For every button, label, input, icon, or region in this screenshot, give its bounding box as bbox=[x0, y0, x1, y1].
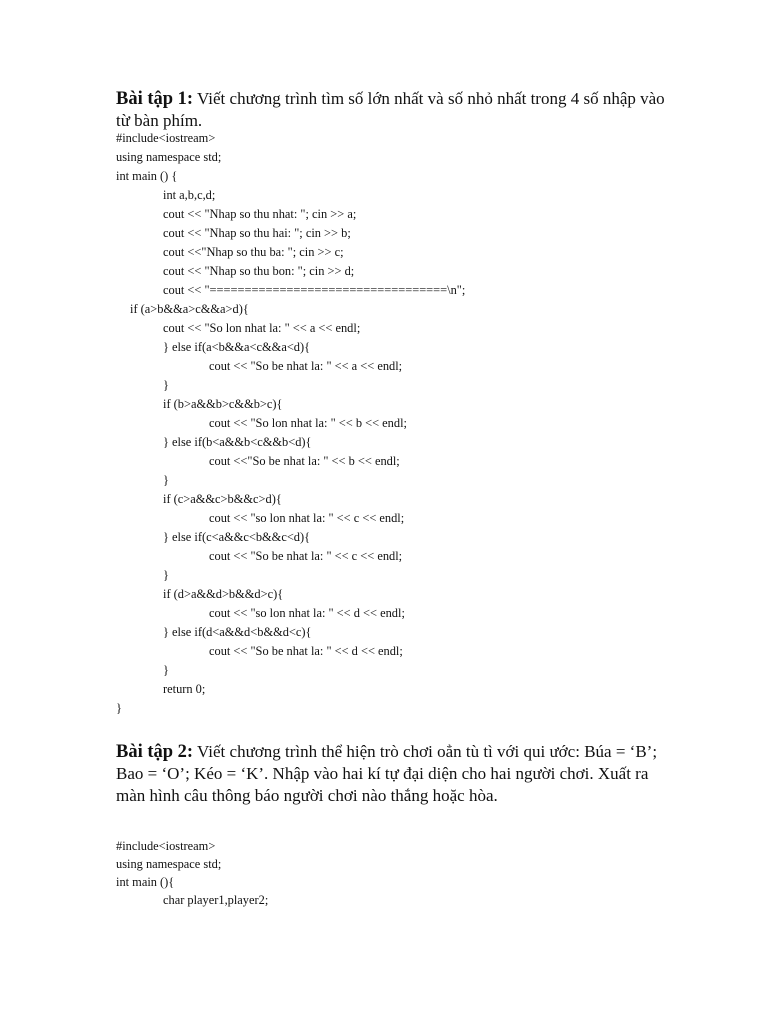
code-line: } bbox=[163, 378, 169, 392]
exercise-2-heading bbox=[116, 741, 676, 807]
code-line: using namespace std; bbox=[116, 857, 222, 871]
code-line: } bbox=[116, 701, 122, 715]
code-line: #include<iostream> bbox=[116, 131, 216, 145]
code-line: int main () { bbox=[116, 169, 178, 183]
code-line: char player1,player2; bbox=[163, 893, 269, 907]
code-line: #include<iostream> bbox=[116, 839, 216, 853]
code-line: } bbox=[163, 473, 169, 487]
exercise-1-label: Bài tập 1: bbox=[116, 89, 194, 109]
code-line: cout <<"So be nhat la: " << b << endl; bbox=[209, 454, 400, 468]
code-line: if (b>a&&b>c&&b>c){ bbox=[163, 397, 283, 411]
code-line: cout << "So be nhat la: " << d << endl; bbox=[209, 644, 403, 658]
code-line: if (d>a&&d>b&&d>c){ bbox=[163, 587, 284, 601]
exercise-1-description: Viết chương trình tìm số lớn nhất và số nhỏ nhất trong 4 số nhập vào từ bàn phím. bbox=[116, 89, 665, 130]
code-line: cout <<"Nhap so thu ba: "; cin >> c; bbox=[163, 245, 344, 259]
code-line: cout << "So lon nhat la: " << a << endl; bbox=[163, 321, 361, 335]
code-line: if (c>a&&c>b&&c>d){ bbox=[163, 492, 282, 506]
code-line: cout << "Nhap so thu nhat: "; cin >> a; bbox=[163, 207, 357, 221]
code-line: cout << "So be nhat la: " << a << endl; bbox=[209, 359, 403, 373]
code-line: cout << "So lon nhat la: " << b << endl; bbox=[209, 416, 407, 430]
code-line: cout << "so lon nhat la: " << c << endl; bbox=[209, 511, 405, 525]
code-line: } bbox=[163, 663, 169, 677]
exercise-2-label: Bài tập 2: bbox=[116, 742, 194, 762]
exercise-2-description: Viết chương trình thể hiện trò chơi oẳn tù tì với qui ước: Búa = ‘B’; Bao = ‘O’; Kéo = ‘K’. Nhập vào hai kí tự đại diện cho hai người chơi. Xuất ra màn hình câu thông báo người chơi nào thắng hoặc hòa. bbox=[116, 742, 658, 805]
code-line: cout << "Nhap so thu hai: "; cin >> b; bbox=[163, 226, 351, 240]
code-line: } else if(b<a&&b<c&&b<d){ bbox=[163, 435, 312, 449]
code-line: } else if(d<a&&d<b&&d<c){ bbox=[163, 625, 312, 639]
code-line: return 0; bbox=[163, 682, 206, 696]
code-line: } else if(c<a&&c<b&&c<d){ bbox=[163, 530, 311, 544]
code-line: using namespace std; bbox=[116, 150, 222, 164]
code-line: int main (){ bbox=[116, 875, 175, 889]
code-line: cout << "so lon nhat la: " << d << endl; bbox=[209, 606, 405, 620]
code-line: if (a>b&&a>c&&a>d){ bbox=[130, 302, 249, 316]
code-line: int a,b,c,d; bbox=[163, 188, 216, 202]
code-line: cout << "==================================\n"; bbox=[163, 283, 466, 297]
code-line: } bbox=[163, 568, 169, 582]
exercise-1-heading bbox=[116, 88, 676, 131]
code-line: cout << "Nhap so thu bon: "; cin >> d; bbox=[163, 264, 355, 278]
code-line: cout << "So be nhat la: " << c << endl; bbox=[209, 549, 403, 563]
code-line: } else if(a<b&&a<c&&a<d){ bbox=[163, 340, 311, 354]
